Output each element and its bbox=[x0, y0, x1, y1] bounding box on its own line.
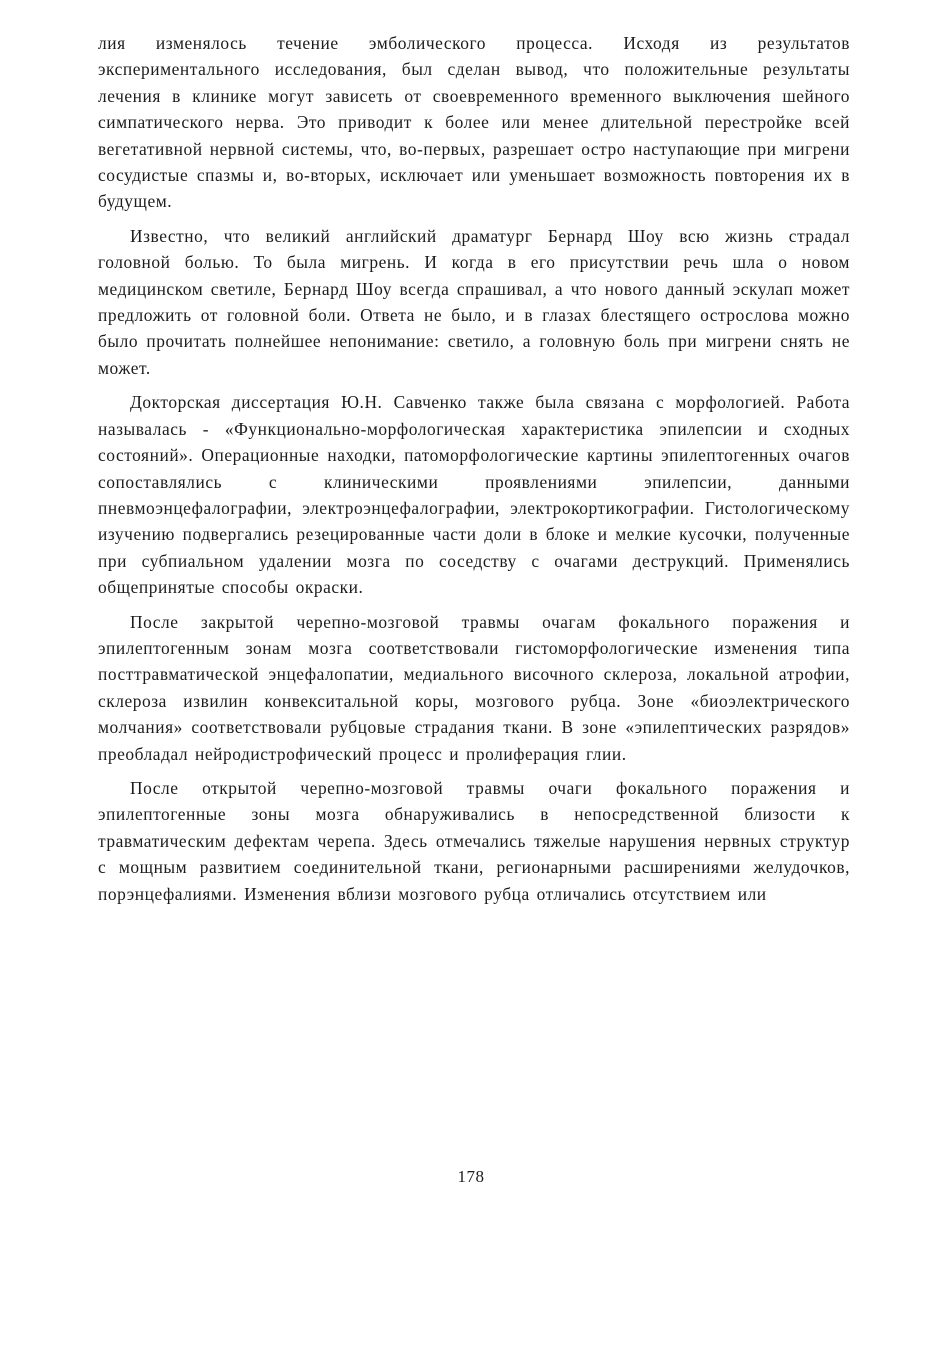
paragraph-open-trauma: После открытой черепно-мозговой травмы очаги фокального поражения и эпилептогенные зоны мозга обнаруживались в непосредственной близости к травматическим дефектам черепа. Здесь отмечались тяжелые нарушения нервных структур с мощным развитием соединительной ткани, регионарными расширениями желудочков, порэнцефалиями. Изменения вблизи мозгового рубца отличались отсутствием или bbox=[98, 777, 850, 904]
paragraph-dissertation: Докторская диссертация Ю.Н. Савченко также была связана с морфологией. Работа называлась - «Функционально-морфологическая характеристика эпилепсии и сходных состояний». Операционные находки, патоморфологические картины эпилептогенных очагов сопоставлялись с клиническими проявлениями эпилепсии, данными пневмоэнцефалографии, электроэнцефалографии, электрокортикографии. Гистологическому изучению подвергались резецированные части доли в блоке и мелкие кусочки, полученные при субпиальном удалении мозга по соседству с очагами деструкций. Применялись общепринятые способы окраски. bbox=[98, 392, 850, 598]
paragraph-closed-trauma: После закрытой черепно-мозговой травмы очагам фокального поражения и эпилептогенным зонам мозга соответствовали гистоморфологические изменения типа посттравматической энцефалопатии, медиального височного склероза, локальной атрофии, склероза извилин конвекситальной коры, мозгового рубца. Зоне «биоэлектрического молчания» соответствовали рубцовые страдания ткани. В зоне «эпилептических разрядов» преобладал нейродистрофический процесс и пролиферация глии. bbox=[98, 611, 850, 764]
paragraph-embolic-process: лия изменялось течение эмболического процесса. Исходя из результатов экспериментального исследования, был сделан вывод, что положительные результаты лечения в клинике могут зависеть от своевременного временного выключения шейного симпатического нерва. Это приводит к более или менее длительной перестройке всей вегетативной нервной системы, что, во-первых, разрешает остро наступающие при мигрени сосудистые спазмы и, во-вторых, исключает или уменьшает возможность повторения их в будущем. bbox=[98, 33, 850, 212]
body-text bbox=[98, 30, 850, 915]
page-number: 178 bbox=[457, 1167, 485, 1186]
paragraph-bernard-shaw: Известно, что великий английский драматург Бернард Шоу всю жизнь страдал головной болью. То была мигрень. И когда в его присутствии речь шла о новом медицинском светиле, Бернард Шоу всегда спрашивал, а что нового данный эскулап может предложить от головной боли. Ответа не было, и в глазах блестящего острослова можно было прочитать полнейшее непонимание: светило, а головную боль при мигрени снять не может. bbox=[98, 225, 850, 378]
